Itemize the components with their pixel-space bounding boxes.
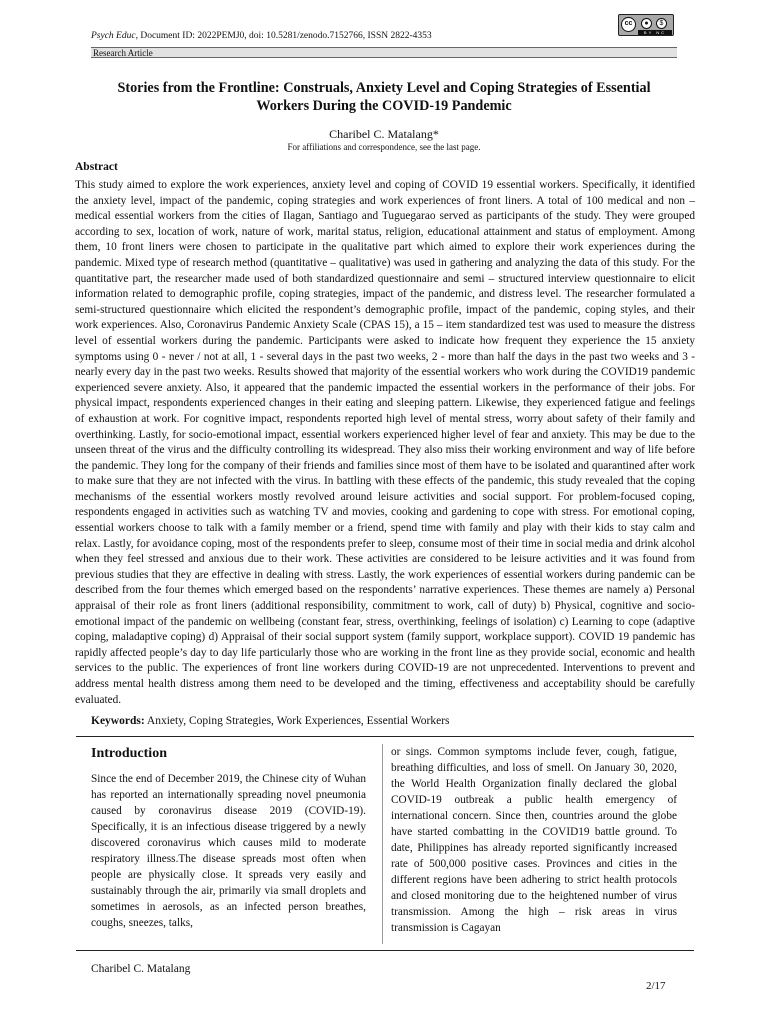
- abstract-heading: Abstract: [75, 161, 118, 173]
- introduction-right-column: or sings. Common symptoms include fever, cough, fatigue, breathing difficulties, and loss of smell. On January 30, 2020, the World Health Organization finally declared the global COVID-19 outbreak a public health emergency of international concern. Since then, countries around the globe have started combatting in the COVID19 battle ground. To date, Philippines has already reported significantly increased rate of 500,000 positive cases. Provinces and cities in the different regions have been adhering to strict health protocols and closed monitoring due to the heightened number of virus transmission. Among the high – risk areas in virus transmission is Cagayan: [391, 746, 677, 934]
- journal-citation: [91, 30, 432, 42]
- abstract-text: This study aimed to explore the work experiences, anxiety level and coping of COVID 19 essential workers. Specifically, it identified the anxiety level, impact of the pandemic, coping strategies and work experiences of front liners. A total of 100 medical and non – medical essential workers from the cities of Ilagan, Santiago and Tuguegarao served as participants of the study. They were grouped according to sex, location of work, nature of work, marital status, religion, educational attainment and status of employment. Among them, 10 front liners were chosen to participate in the qualitative part which aimed to explore their work experiences during the pandemic. Mixed type of research method (quantitative – qualitative) was used in gathering and analyzing the data of this study. For the quantitative part, the researcher made used of both standardized questionnaire and semi – structured interview questionnaire to elicit information related to demographic profile, coping strategies, impact of the pandemic, and distress level. The researcher formulated a semi-structured questionnaire which elicited the respondent’s demographic profile, impact of the pandemic, coping styles, and their work experiences. Also, Coronavirus Pandemic Anxiety Scale (CPAS 15), a 15 – item standardized test was used to measure the distress level of essential workers during the pandemic. Participants were asked to indicate how frequent they experience the 15 anxiety symptoms using 0 - never / not at all, 1 - several days in the past two weeks, 2 - more than half the days in the past two weeks and 3 - nearly every day in the past two weeks. Results showed that majority of the essential workers who work during the COVID19 pandemic experienced severe anxiety. Also, it appeared that the pandemic impacted the essential workers in the performance of their jobs. For physical impact, respondents experienced changes in their eating and sleeping pattern. Likewise, they experienced fatigue and feelings of exhaustion at work. For cognitive impact, respondents reported high level of mental stress, worry about safety of their family and overthinking. Lastly, for socio-emotional impact, essential workers experienced higher level of fear and anxiety. This may be due to the unseen threat of the virus and the difficulty controlling its widespread. They also miss their working environment and way of life before the pandemic. They long for the company of their friends and families since most of them have to be isolated and quarantined after work to make sure that they are not infected with the virus. In battling with these effects of the pandemic, this study revealed that the coping mechanisms of the essential workers mostly revolved around leisure activities and social support. For problem-focused coping, respondents engaged in activities such as watching TV and movies, cooking and gardening to cope with stress. For emotional coping, essential workers choose to talk with a family member or a friend, spend time with family and play with their kids to stay calm and relax. Lastly, for avoidance coping, most of the respondents prefer to sleep, consume most of their time in social media and drink alcohol when they feel stressed and anxious due to their work. These activities are considered to be leisure activities and it was found from previous studies that they are effective in dealing with stress. Lastly, the work experiences of essential workers during pandemic can be described from the four themes which emerged based on the respondents’ narrative experiences. These themes are namely a) Personal appraisal of their role as front liners (additional responsibility, commitment to work, call of duty) b) Physical, cognitive and socio-emotional impact of the pandemic on wellbeing (constant fear, stress, overthinking, feelings of isolation) c) Learning to cope (adaptive coping, maladaptive coping) d) Appraisal of their social support system (family support, workplace support). COVID 19 pandemic has rapidly affected people’s day to day life particularly those who are working in the front line as they provide social, economic and health services to the public. The experiences of front line workers during COVID-19 are not unprecedented. Interventions to prevent and address mental health distress among them need to be developed and the timing, effectiveness and acceptability should be carefully evaluated.: [75, 179, 695, 706]
- introduction-heading: Introduction: [91, 746, 167, 761]
- keywords-list: Anxiety, Coping Strategies, Work Experiences, Essential Workers: [144, 715, 450, 727]
- license-badge-label: BY NC: [638, 30, 672, 35]
- keywords-label: Keywords:: [91, 715, 145, 727]
- citation-details: , Document ID: 2022PEMJ0, doi: 10.5281/zenodo.7152766, ISSN 2822-4353: [135, 31, 432, 41]
- section-divider: [76, 736, 694, 737]
- attribution-person-icon: ●: [641, 18, 652, 29]
- column-separator: [382, 744, 383, 944]
- footer-divider: [76, 950, 694, 951]
- cc-logo-icon: cc: [621, 17, 636, 32]
- keywords-line: [91, 714, 450, 728]
- article-type-bar: Research Article: [91, 47, 677, 58]
- noncommercial-dollar-icon: $: [656, 18, 667, 29]
- author-name: Charibel C. Matalang*: [329, 127, 439, 141]
- paper-title: Stories from the Frontline: Construals, Anxiety Level and Coping Strategies of Essential Workers During the COVID-19 Pandemic: [117, 80, 651, 114]
- affiliation-note: For affiliations and correspondence, see the last page.: [287, 142, 481, 152]
- footer-author: Charibel C. Matalang: [91, 963, 191, 975]
- journal-name: Psych Educ: [91, 31, 136, 41]
- introduction-left-column: Since the end of December 2019, the Chinese city of Wuhan has reported an internationally spreading novel pneumonia caused by coronavirus disease 2019 (COVID-19). Specifically, it is an infectious disease triggered by a newly discovered coronavirus which causes mild to moderate respiratory illness.The disease spreads most often when people are physically close. It spreads very easily and sustainably through the air, primarily via small droplets and sometimes in aerosols, as an infected person breathes, coughs, sneezes, talks,: [91, 773, 366, 929]
- creative-commons-license-icon[interactable]: [618, 14, 674, 36]
- page-number: 2/17: [646, 980, 666, 992]
